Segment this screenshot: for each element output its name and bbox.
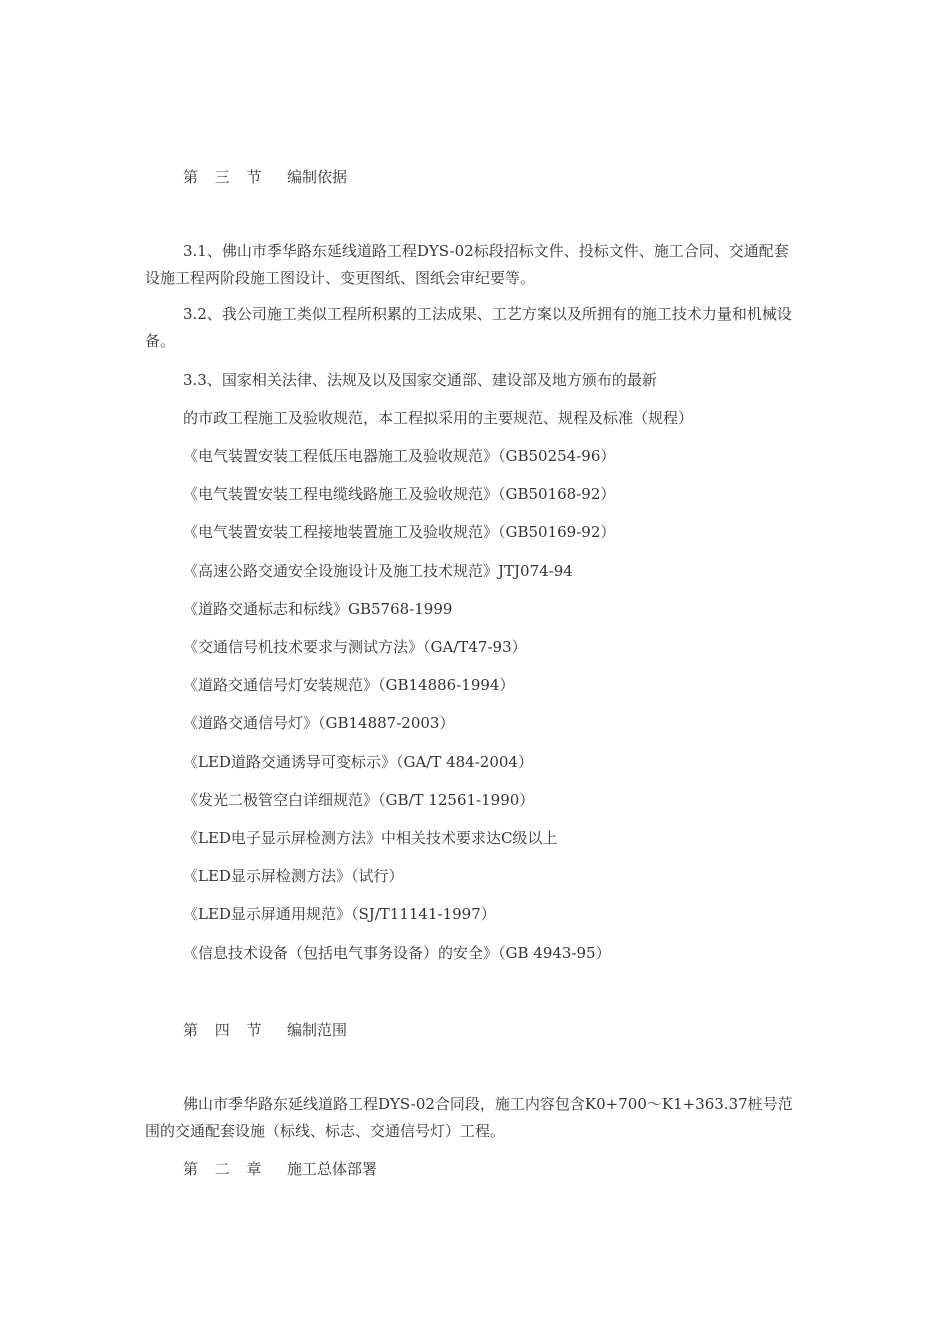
- basis-paragraph-1: 3.1、佛山市季华路东延线道路工程DYS-02标段招标文件、投标文件、施工合同、交通配套设施工程两阶段施工图设计、变更图纸、图纸会审纪要等。: [145, 242, 789, 287]
- section-4-heading: [183, 1019, 347, 1040]
- section-4-title: 编制范围: [287, 1021, 348, 1039]
- standard-item: 《LED显示屏检测方法》（试行）: [183, 867, 404, 885]
- standard-item: 《道路交通信号灯安装规范》（GB14886-1994）: [183, 676, 515, 694]
- chapter-2-title: 施工总体部署: [287, 1160, 378, 1178]
- standard-item: 《交通信号机技术要求与测试方法》（GA/T47-93）: [183, 638, 527, 656]
- standard-item: 《道路交通标志和标线》GB5768-1999: [183, 600, 453, 618]
- standard-item: 《发光二极管空白详细规范》（GB/T 12561-1990）: [183, 791, 535, 809]
- basis-paragraph-3: 3.3、国家相关法律、法规及以及国家交通部、建设部及地方颁布的最新: [183, 371, 657, 389]
- section-3-title: 编制依据: [287, 168, 348, 186]
- standard-item: 《LED电子显示屏检测方法》中相关技术要求达C级以上: [183, 829, 558, 847]
- standard-item: 《信息技术设备（包括电气事务设备）的安全》（GB 4943-95）: [183, 944, 611, 962]
- chapter-2-heading: [183, 1158, 377, 1179]
- standard-item: 《电气装置安装工程低压电器施工及验收规范》（GB50254-96）: [183, 447, 616, 465]
- section-3-number: 第 三 节: [183, 168, 268, 186]
- chapter-2-number: 第 二 章: [183, 1160, 268, 1178]
- standard-item: 《电气装置安装工程电缆线路施工及验收规范》（GB50168-92）: [183, 485, 616, 503]
- standard-item: 《道路交通信号灯》（GB14887-2003）: [183, 714, 455, 732]
- standard-item: 《高速公路交通安全设施设计及施工技术规范》JTJ074-94: [183, 562, 573, 580]
- section-4-number: 第 四 节: [183, 1021, 268, 1039]
- basis-paragraph-3-continued: 的市政工程施工及验收规范，本工程拟采用的主要规范、规程及标准（规程）: [183, 409, 694, 427]
- standard-item: 《LED显示屏通用规范》（SJ/T11141-1997）: [183, 905, 496, 923]
- section-3-heading: [183, 166, 347, 187]
- standard-item: 《LED道路交通诱导可变标示》（GA/T 484-2004）: [183, 753, 533, 771]
- basis-paragraph-2: 3.2、我公司施工类似工程所积累的工法成果、工艺方案以及所拥有的施工技术力量和机械设备。: [145, 305, 792, 350]
- scope-paragraph: 佛山市季华路东延线道路工程DYS-02合同段，施工内容包含K0+700～K1+363.37桩号范围的交通配套设施（标线、标志、交通信号灯）工程。: [145, 1095, 793, 1140]
- standard-item: 《电气装置安装工程接地装置施工及验收规范》（GB50169-92）: [183, 523, 616, 541]
